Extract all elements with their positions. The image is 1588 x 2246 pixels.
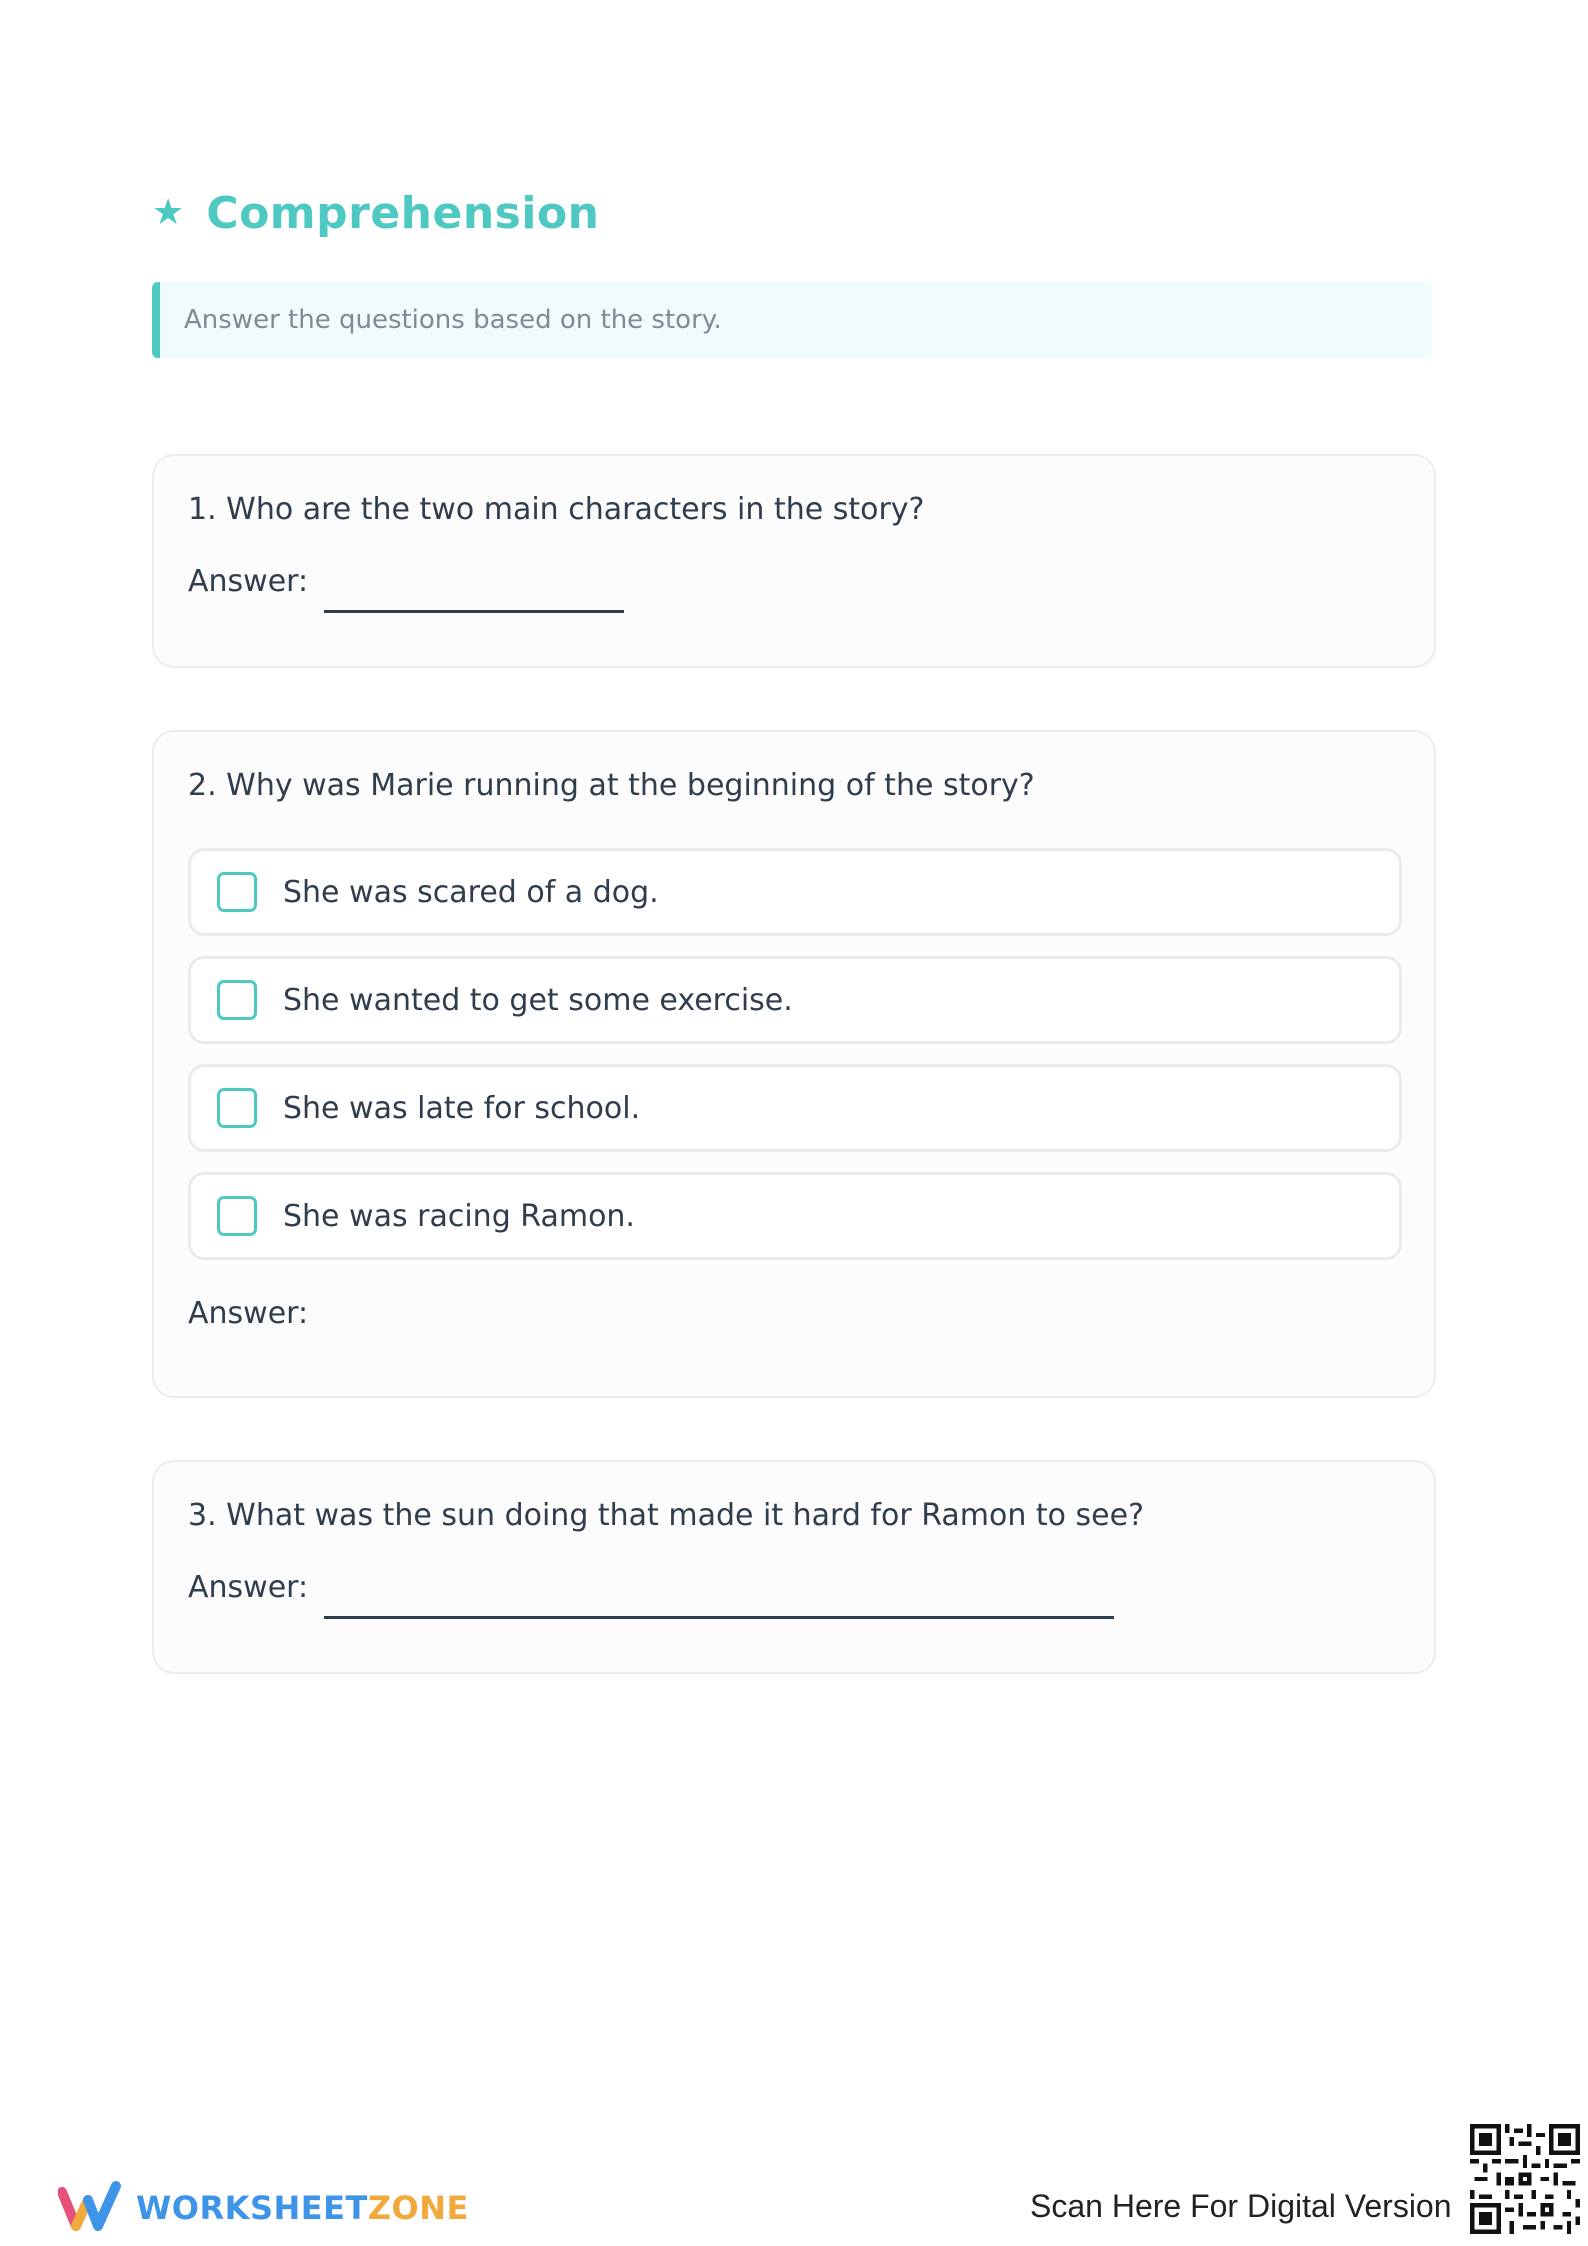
star-icon: ★ xyxy=(152,192,185,233)
answer-label: Answer: xyxy=(188,1296,309,1331)
question-text: 3. What was the sun doing that made it hard for Ramon to see? xyxy=(188,1498,1145,1533)
instructions-box xyxy=(152,282,1432,358)
question-text: 1. Who are the two main characters in the story? xyxy=(188,492,925,527)
question-card-2 xyxy=(152,730,1436,1398)
checkbox[interactable] xyxy=(217,1196,257,1236)
option-label: She was late for school. xyxy=(283,1090,641,1126)
option-label: She wanted to get some exercise. xyxy=(283,982,793,1018)
checkbox[interactable] xyxy=(217,1088,257,1128)
question-text: 2. Why was Marie running at the beginning of the story? xyxy=(188,768,1035,803)
answer-label: Answer: xyxy=(188,1570,309,1605)
worksheetzone-logo[interactable] xyxy=(58,2178,469,2238)
option-label: She was scared of a dog. xyxy=(283,874,659,910)
scan-caption: Scan Here For Digital Version xyxy=(1030,2188,1452,2224)
option-item[interactable] xyxy=(188,848,1402,936)
option-item[interactable] xyxy=(188,956,1402,1044)
option-label: She was racing Ramon. xyxy=(283,1198,635,1234)
w-logo-icon xyxy=(58,2180,122,2236)
answer-line[interactable] xyxy=(324,1616,1114,1619)
question-card-3 xyxy=(152,1460,1436,1674)
instructions-text: Answer the questions based on the story. xyxy=(184,305,722,335)
brand-name-part1: WORKSHEET xyxy=(136,2189,368,2227)
checkbox[interactable] xyxy=(217,980,257,1020)
checkbox[interactable] xyxy=(217,872,257,912)
section-title: Comprehension xyxy=(206,187,600,239)
option-item[interactable] xyxy=(188,1172,1402,1260)
qr-code-icon[interactable] xyxy=(1470,2124,1580,2234)
option-item[interactable] xyxy=(188,1064,1402,1152)
answer-label: Answer: xyxy=(188,564,309,599)
section-heading xyxy=(152,178,600,248)
answer-line[interactable] xyxy=(324,610,624,613)
question-card-1 xyxy=(152,454,1436,668)
brand-name-part2: ZONE xyxy=(367,2189,469,2227)
